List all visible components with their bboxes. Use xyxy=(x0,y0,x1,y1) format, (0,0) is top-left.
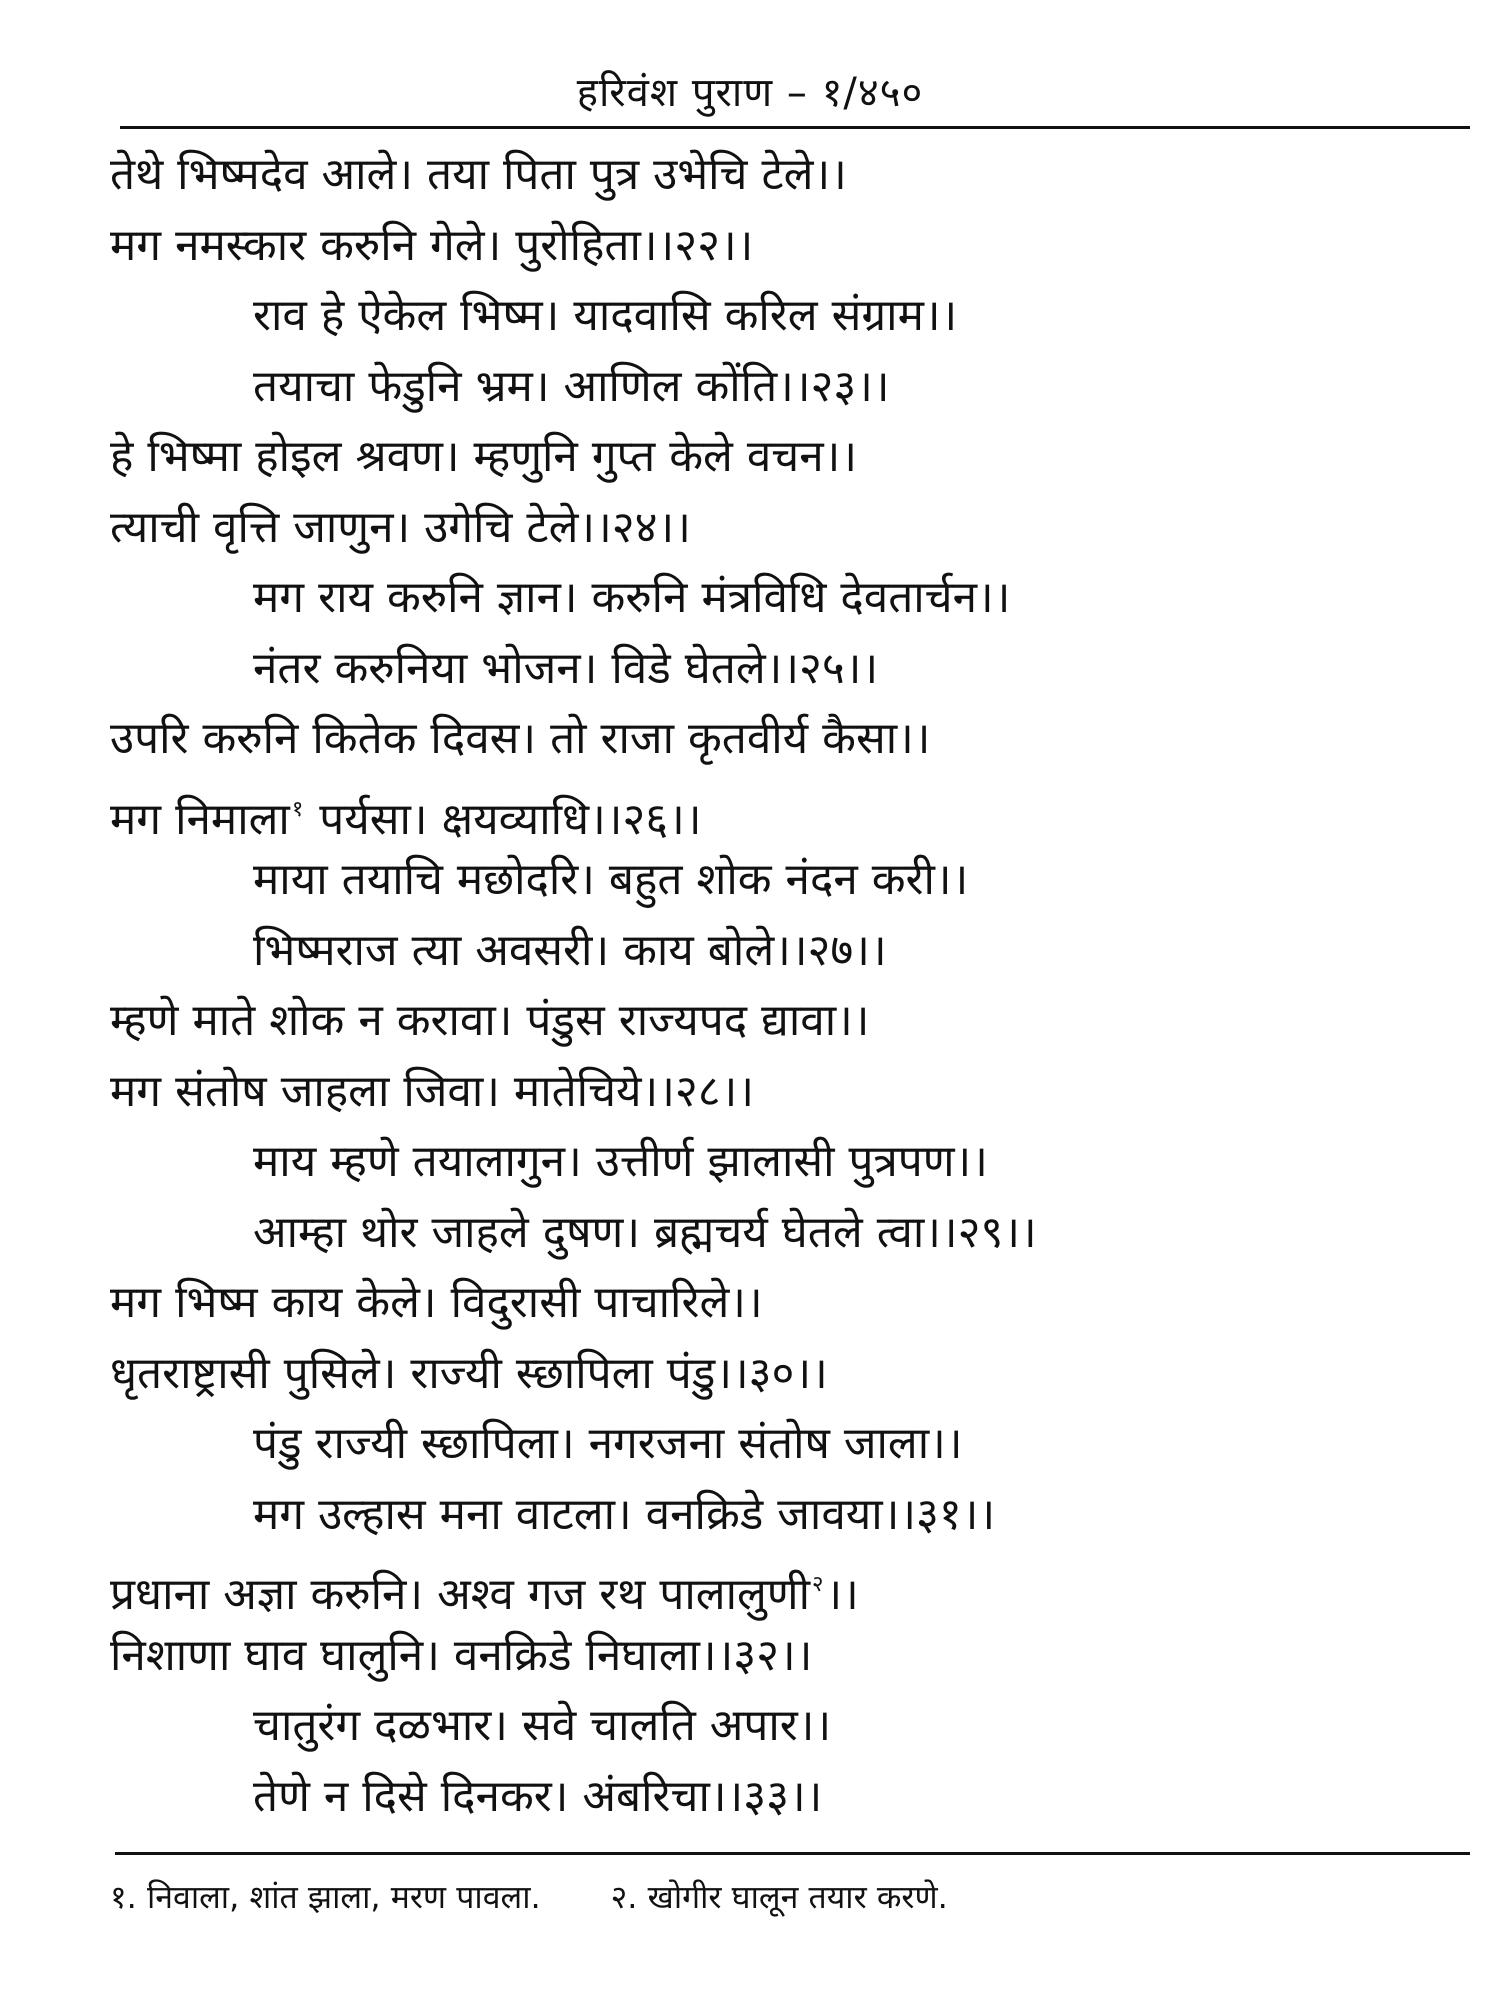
verse-line: उपरि करुनि कितेक दिवस। तो राजा कृतवीर्य कैसा।। xyxy=(110,713,931,764)
verse-line: भिष्मराज त्या अवसरी। काय बोले।।२७।। xyxy=(253,924,887,976)
verse-line: मग उल्हास मना वाटला। वनक्रिडे जावया।।३१।। xyxy=(253,1488,996,1540)
verse-line: नंतर करुनिया भोजन। विडे घेतले।।२५।। xyxy=(253,642,879,694)
verse-line: राव हे ऐकेल भिष्म। यादवासि करिल संग्राम।। xyxy=(253,290,958,341)
verse-line: धृतराष्ट्रासी पुसिले। राज्यी स्छापिला पंडु।।३०।। xyxy=(110,1347,828,1399)
verse-line: त्याची वृत्ति जाणुन। उगेचि टेले।।२४।। xyxy=(110,501,691,553)
running-header xyxy=(0,68,1500,118)
verse-line: मग संतोष जाहला जिवा। मातेचिये।।२८।। xyxy=(110,1065,755,1117)
verse-line: चातुरंग दळभार। सवे चालति अपार।। xyxy=(253,1700,832,1751)
verse-block xyxy=(110,140,1470,1832)
verse-line: माय म्हणे तयालागुन। उत्तीर्ण झालासी पुत्रपण।। xyxy=(253,1136,988,1187)
footnotes xyxy=(110,1872,1470,1922)
verse-line: आम्हा थोर जाहले दुषण। ब्रह्मचर्य घेतले त्वा।।२९।। xyxy=(253,1206,1037,1258)
header-rule xyxy=(120,126,1470,129)
verse-line: मग नमस्कार करुनि गेले। पुरोहिता।।२२।। xyxy=(110,219,754,271)
verse-line: मग राय करुनि ज्ञान। करुनि मंत्रविधि देवतार्चन।। xyxy=(253,572,1011,623)
footnote-marker: २ xyxy=(812,1572,824,1597)
verse-line: तयाचा फेडुनि भ्रम। आणिल कोंति।।२३।। xyxy=(253,360,890,412)
footnote-1: १. निवाला, शांत झाला, मरण पावला. xyxy=(110,1878,541,1916)
footnote-2: २. खोगीर घालून तयार करणे. xyxy=(610,1878,948,1916)
verse-line xyxy=(110,775,1470,846)
page-title: हरिवंश पुराण – १/४५० xyxy=(576,70,924,116)
verse-text: प्रधाना अज्ञा करुनि। अश्व गज रथ पालालुणी xyxy=(110,1569,811,1620)
footnote-rule xyxy=(115,1852,1470,1855)
verse-line: तेथे भिष्मदेव आले। तया पिता पुत्र उभेचि टेले।। xyxy=(110,149,847,200)
verse-line: मग भिष्म काय केले। विदुरासी पाचारिले।। xyxy=(110,1277,763,1328)
verse-line: तेणे न दिसे दिनकर। अंबरिचा।।३३।। xyxy=(253,1770,823,1822)
verse-line: पंडु राज्यी स्छापिला। नगरजना संतोष जाला।। xyxy=(253,1418,963,1469)
verse-line: हे भिष्मा होइल श्रवण। म्हणुनि गुप्त केले वचन।। xyxy=(110,431,857,482)
verse-text: ।। xyxy=(825,1569,859,1620)
footnote-marker: १ xyxy=(291,796,304,822)
verse-text: मग निमाला xyxy=(110,793,290,845)
verse-line: माया तयाचि मछोदरि। बहुत शोक नंदन करी।। xyxy=(253,854,969,905)
verse-line: म्हणे माते शोक न करावा। पंडुस राज्यपद द्यावा।। xyxy=(110,995,870,1046)
verse-text: पर्यसा। क्षयव्याधि।।२६।। xyxy=(305,793,702,845)
verse-line: निशाणा घाव घालुनि। वनक्रिडे निघाला।।३२।। xyxy=(110,1629,813,1681)
verse-line xyxy=(110,1550,1470,1621)
